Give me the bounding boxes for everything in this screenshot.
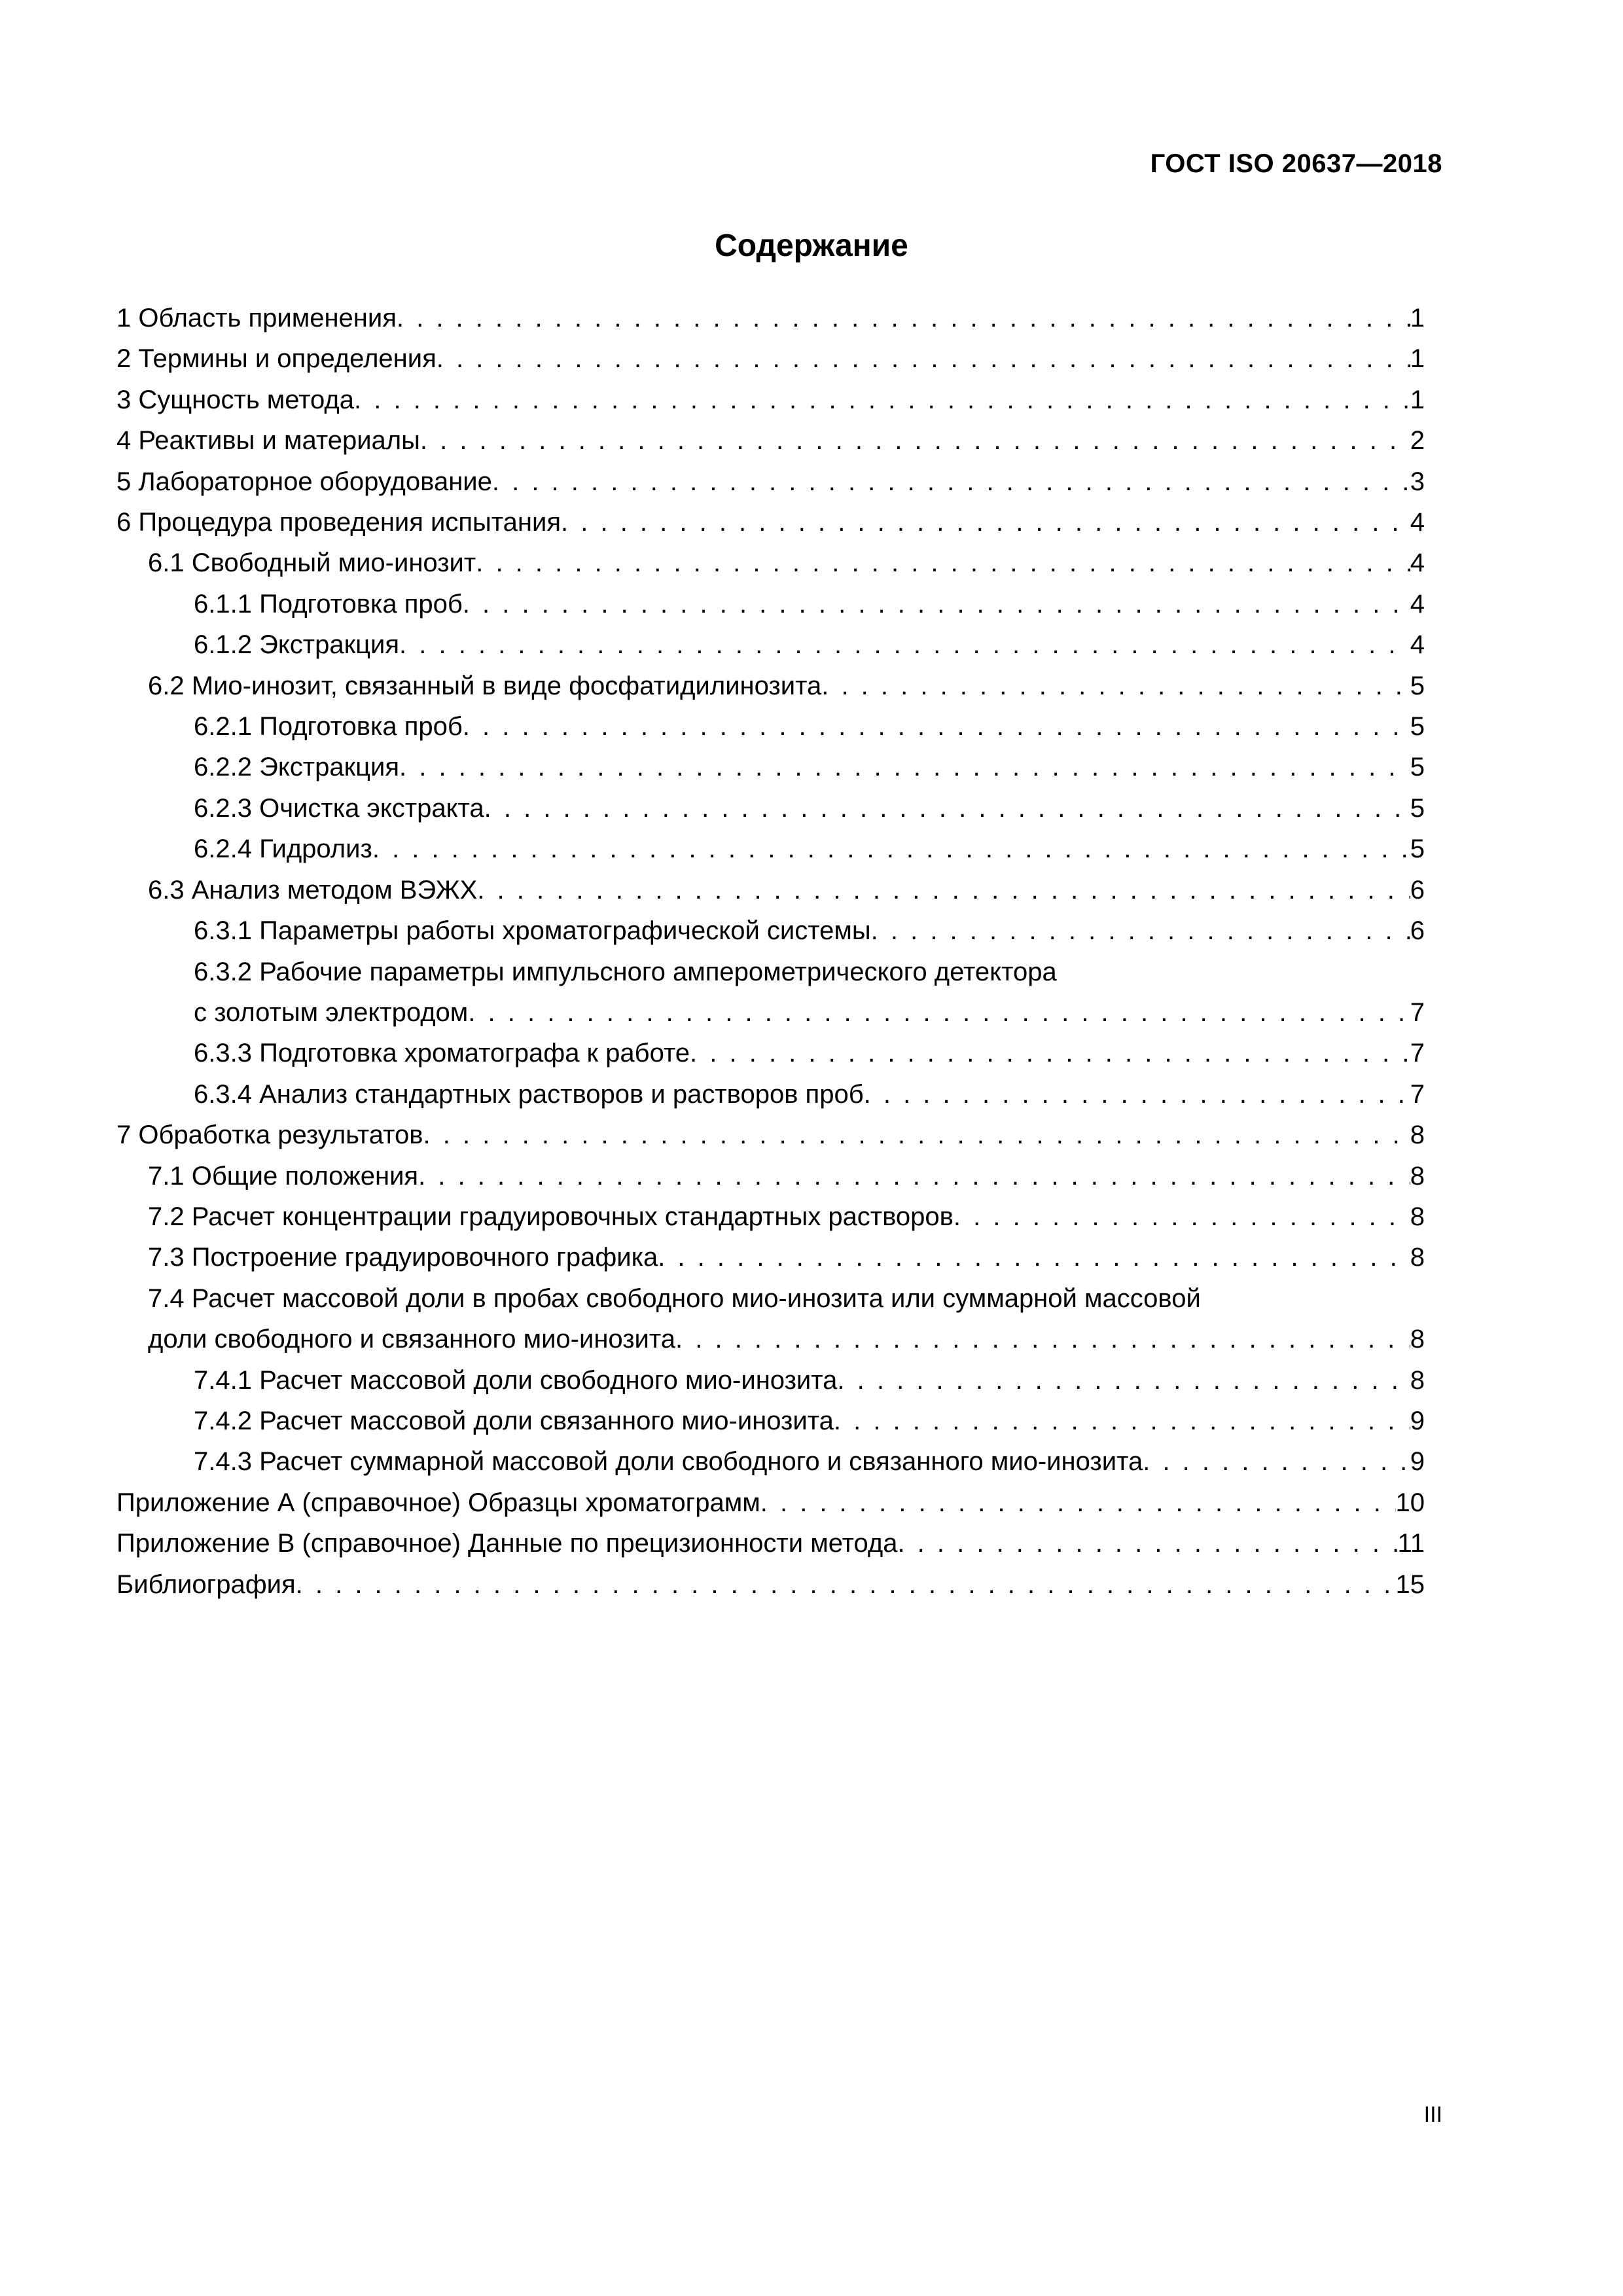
toc-entry-page: 8 bbox=[1410, 1325, 1425, 1354]
toc-entry-title-line: 6.3.2 Рабочие параметры импульсного амперометрического детектора bbox=[194, 957, 1057, 986]
toc-entry-title: 6.3 Анализ методом ВЭЖХ bbox=[148, 875, 478, 905]
toc-entry-title: Приложение А (справочное) Образцы хроматограмм bbox=[116, 1488, 760, 1517]
dot-leader bbox=[399, 747, 1410, 787]
dot-leader bbox=[821, 666, 1410, 706]
dot-leader bbox=[690, 1033, 1410, 1073]
toc-entry-title: 3 Сущность метода bbox=[116, 385, 355, 414]
dot-leader bbox=[399, 624, 1410, 665]
toc-entry-page: 5 bbox=[1410, 793, 1425, 823]
dot-leader bbox=[837, 1360, 1410, 1401]
toc-entry-page: 9 bbox=[1410, 1447, 1425, 1477]
dot-leader bbox=[954, 1196, 1410, 1237]
toc-entry-page: 1 bbox=[1410, 385, 1425, 414]
toc-entry-title: 7.3 Построение градуировочного графика bbox=[148, 1243, 658, 1272]
toc-entry-page: 7 bbox=[1410, 997, 1425, 1027]
toc-entry bbox=[116, 706, 1425, 747]
toc-entry-title: 7 Обработка результатов bbox=[116, 1121, 423, 1150]
page-title: Содержание bbox=[715, 228, 908, 263]
toc-entry bbox=[116, 338, 1425, 379]
toc-entry-page: 6 bbox=[1410, 875, 1425, 905]
dot-leader bbox=[675, 1319, 1410, 1359]
toc-entry bbox=[116, 1564, 1425, 1605]
toc-entry bbox=[116, 788, 1425, 829]
toc-entry-page: 3 bbox=[1410, 467, 1425, 496]
toc-entry-page: 1 bbox=[1410, 344, 1425, 374]
toc-entry bbox=[116, 584, 1425, 624]
toc-entry bbox=[116, 870, 1425, 910]
toc-entry bbox=[116, 420, 1425, 461]
toc-entry-title: 6.2.2 Экстракция bbox=[194, 753, 400, 782]
toc-entry bbox=[116, 952, 1425, 1033]
toc-entry-page: 4 bbox=[1410, 508, 1425, 537]
toc-entry-page: 5 bbox=[1410, 671, 1425, 700]
toc-entry bbox=[116, 1074, 1425, 1115]
dot-leader bbox=[354, 380, 1410, 420]
toc-entry-title: Приложение В (справочное) Данные по прецизионности метода bbox=[116, 1529, 898, 1558]
toc-entry-title: 7.4.3 Расчет суммарной массовой доли свободного и связанного мио-инозита bbox=[194, 1447, 1143, 1477]
toc-entry-title: 7.4.1 Расчет массовой доли свободного мио-инозита bbox=[194, 1365, 838, 1395]
dot-leader bbox=[420, 420, 1410, 461]
table-of-contents bbox=[116, 298, 1425, 1605]
toc-entry bbox=[116, 461, 1425, 502]
toc-entry-page: 8 bbox=[1410, 1243, 1425, 1272]
toc-entry bbox=[116, 543, 1425, 583]
toc-entry-title: 1 Область применения bbox=[116, 304, 397, 332]
dot-leader bbox=[477, 870, 1410, 910]
dot-leader bbox=[468, 992, 1410, 1033]
toc-entry bbox=[116, 1237, 1425, 1278]
toc-entry-title: с золотым электродом bbox=[194, 997, 469, 1027]
toc-entry bbox=[116, 747, 1425, 787]
toc-entry bbox=[116, 910, 1425, 951]
toc-entry-title: 5 Лабораторное оборудование bbox=[116, 467, 492, 496]
toc-entry-page: 5 bbox=[1410, 712, 1425, 742]
dot-leader bbox=[760, 1482, 1396, 1523]
dot-leader bbox=[423, 1115, 1410, 1155]
toc-entry-page: 8 bbox=[1410, 1161, 1425, 1191]
toc-entry-page: 15 bbox=[1395, 1570, 1425, 1599]
toc-entry-page: 9 bbox=[1410, 1406, 1425, 1435]
dot-leader bbox=[372, 829, 1410, 869]
dot-leader bbox=[897, 1523, 1397, 1564]
toc-entry-title: 6.2.3 Очистка экстракта bbox=[194, 793, 484, 823]
toc-entry bbox=[116, 829, 1425, 869]
dot-leader bbox=[1143, 1441, 1410, 1482]
dot-leader bbox=[437, 338, 1410, 379]
dot-leader bbox=[397, 298, 1410, 338]
toc-entry-page: 4 bbox=[1410, 589, 1425, 619]
toc-entry-page: 7 bbox=[1410, 1079, 1425, 1109]
toc-entry-title: доли свободного и связанного мио-инозита bbox=[148, 1325, 676, 1354]
toc-entry-title: 6.2.4 Гидролиз bbox=[194, 834, 372, 864]
toc-entry-title: 6.3.3 Подготовка хроматографа к работе bbox=[194, 1039, 690, 1068]
toc-entry-page: 8 bbox=[1410, 1202, 1425, 1231]
toc-entry bbox=[116, 1196, 1425, 1237]
standard-code: ГОСТ ISO 20637—2018 bbox=[1150, 149, 1442, 178]
toc-entry bbox=[116, 1523, 1425, 1564]
toc-entry-page: 11 bbox=[1397, 1529, 1425, 1558]
page-number: III bbox=[1423, 2102, 1442, 2127]
dot-leader bbox=[864, 1074, 1410, 1115]
toc-entry bbox=[116, 624, 1425, 665]
toc-entry-page: 5 bbox=[1410, 834, 1425, 864]
toc-entry-page: 6 bbox=[1410, 916, 1425, 946]
toc-entry-page: 2 bbox=[1410, 426, 1425, 456]
toc-entry-title-line: 7.4 Расчет массовой доли в пробах свободного мио-инозита или суммарной массовой bbox=[148, 1283, 1201, 1313]
dot-leader bbox=[418, 1156, 1410, 1196]
toc-entry-title: 4 Реактивы и материалы bbox=[116, 426, 420, 456]
dot-leader bbox=[484, 788, 1410, 829]
toc-entry bbox=[116, 1441, 1425, 1482]
toc-entry-title: 6.1.2 Экстракция bbox=[194, 630, 400, 660]
toc-entry-title: 2 Термины и определения bbox=[116, 344, 437, 374]
dot-leader bbox=[476, 543, 1410, 583]
dot-leader bbox=[296, 1564, 1396, 1605]
toc-entry-page: 8 bbox=[1410, 1365, 1425, 1395]
dot-leader bbox=[658, 1237, 1410, 1278]
toc-entry bbox=[116, 298, 1425, 338]
toc-entry-title: Библиография bbox=[116, 1570, 296, 1599]
toc-entry bbox=[116, 1115, 1425, 1155]
dot-leader bbox=[463, 584, 1410, 624]
toc-entry-title: 7.2 Расчет концентрации градуировочных стандартных растворов bbox=[148, 1202, 954, 1231]
dot-leader bbox=[871, 910, 1410, 951]
dot-leader bbox=[834, 1401, 1410, 1441]
toc-entry bbox=[116, 1156, 1425, 1196]
toc-entry-title: 6.2.1 Подготовка проб bbox=[194, 712, 463, 742]
toc-entry-page: 4 bbox=[1410, 548, 1425, 578]
dot-leader bbox=[492, 461, 1410, 502]
toc-entry-title: 6.1.1 Подготовка проб bbox=[194, 589, 463, 619]
toc-entry-title: 6.3.1 Параметры работы хроматографической системы bbox=[194, 916, 871, 946]
toc-entry-page: 8 bbox=[1410, 1121, 1425, 1150]
toc-entry-title: 7.4.2 Расчет массовой доли связанного мио-инозита bbox=[194, 1406, 834, 1435]
toc-entry-page: 5 bbox=[1410, 753, 1425, 782]
toc-entry-title: 7.1 Общие положения bbox=[148, 1161, 419, 1191]
toc-entry bbox=[116, 1278, 1425, 1360]
toc-entry-page: 1 bbox=[1410, 304, 1425, 332]
toc-entry-title: 6 Процедура проведения испытания bbox=[116, 508, 562, 537]
toc-entry-title: 6.3.4 Анализ стандартных растворов и растворов проб bbox=[194, 1079, 864, 1109]
dot-leader bbox=[463, 706, 1410, 747]
toc-entry bbox=[116, 666, 1425, 706]
toc-entry bbox=[116, 1360, 1425, 1401]
toc-entry-title: 6.1 Свободный мио-инозит bbox=[148, 548, 476, 578]
toc-entry-title: 6.2 Мио-инозит, связанный в виде фосфатидилинозита bbox=[148, 671, 822, 700]
toc-entry bbox=[116, 1401, 1425, 1441]
toc-entry-page: 7 bbox=[1410, 1039, 1425, 1068]
toc-entry-page: 10 bbox=[1395, 1488, 1425, 1517]
toc-entry bbox=[116, 502, 1425, 543]
toc-entry bbox=[116, 1482, 1425, 1523]
toc-entry bbox=[116, 1033, 1425, 1073]
dot-leader bbox=[561, 502, 1410, 543]
toc-entry bbox=[116, 380, 1425, 420]
toc-entry-page: 4 bbox=[1410, 630, 1425, 660]
